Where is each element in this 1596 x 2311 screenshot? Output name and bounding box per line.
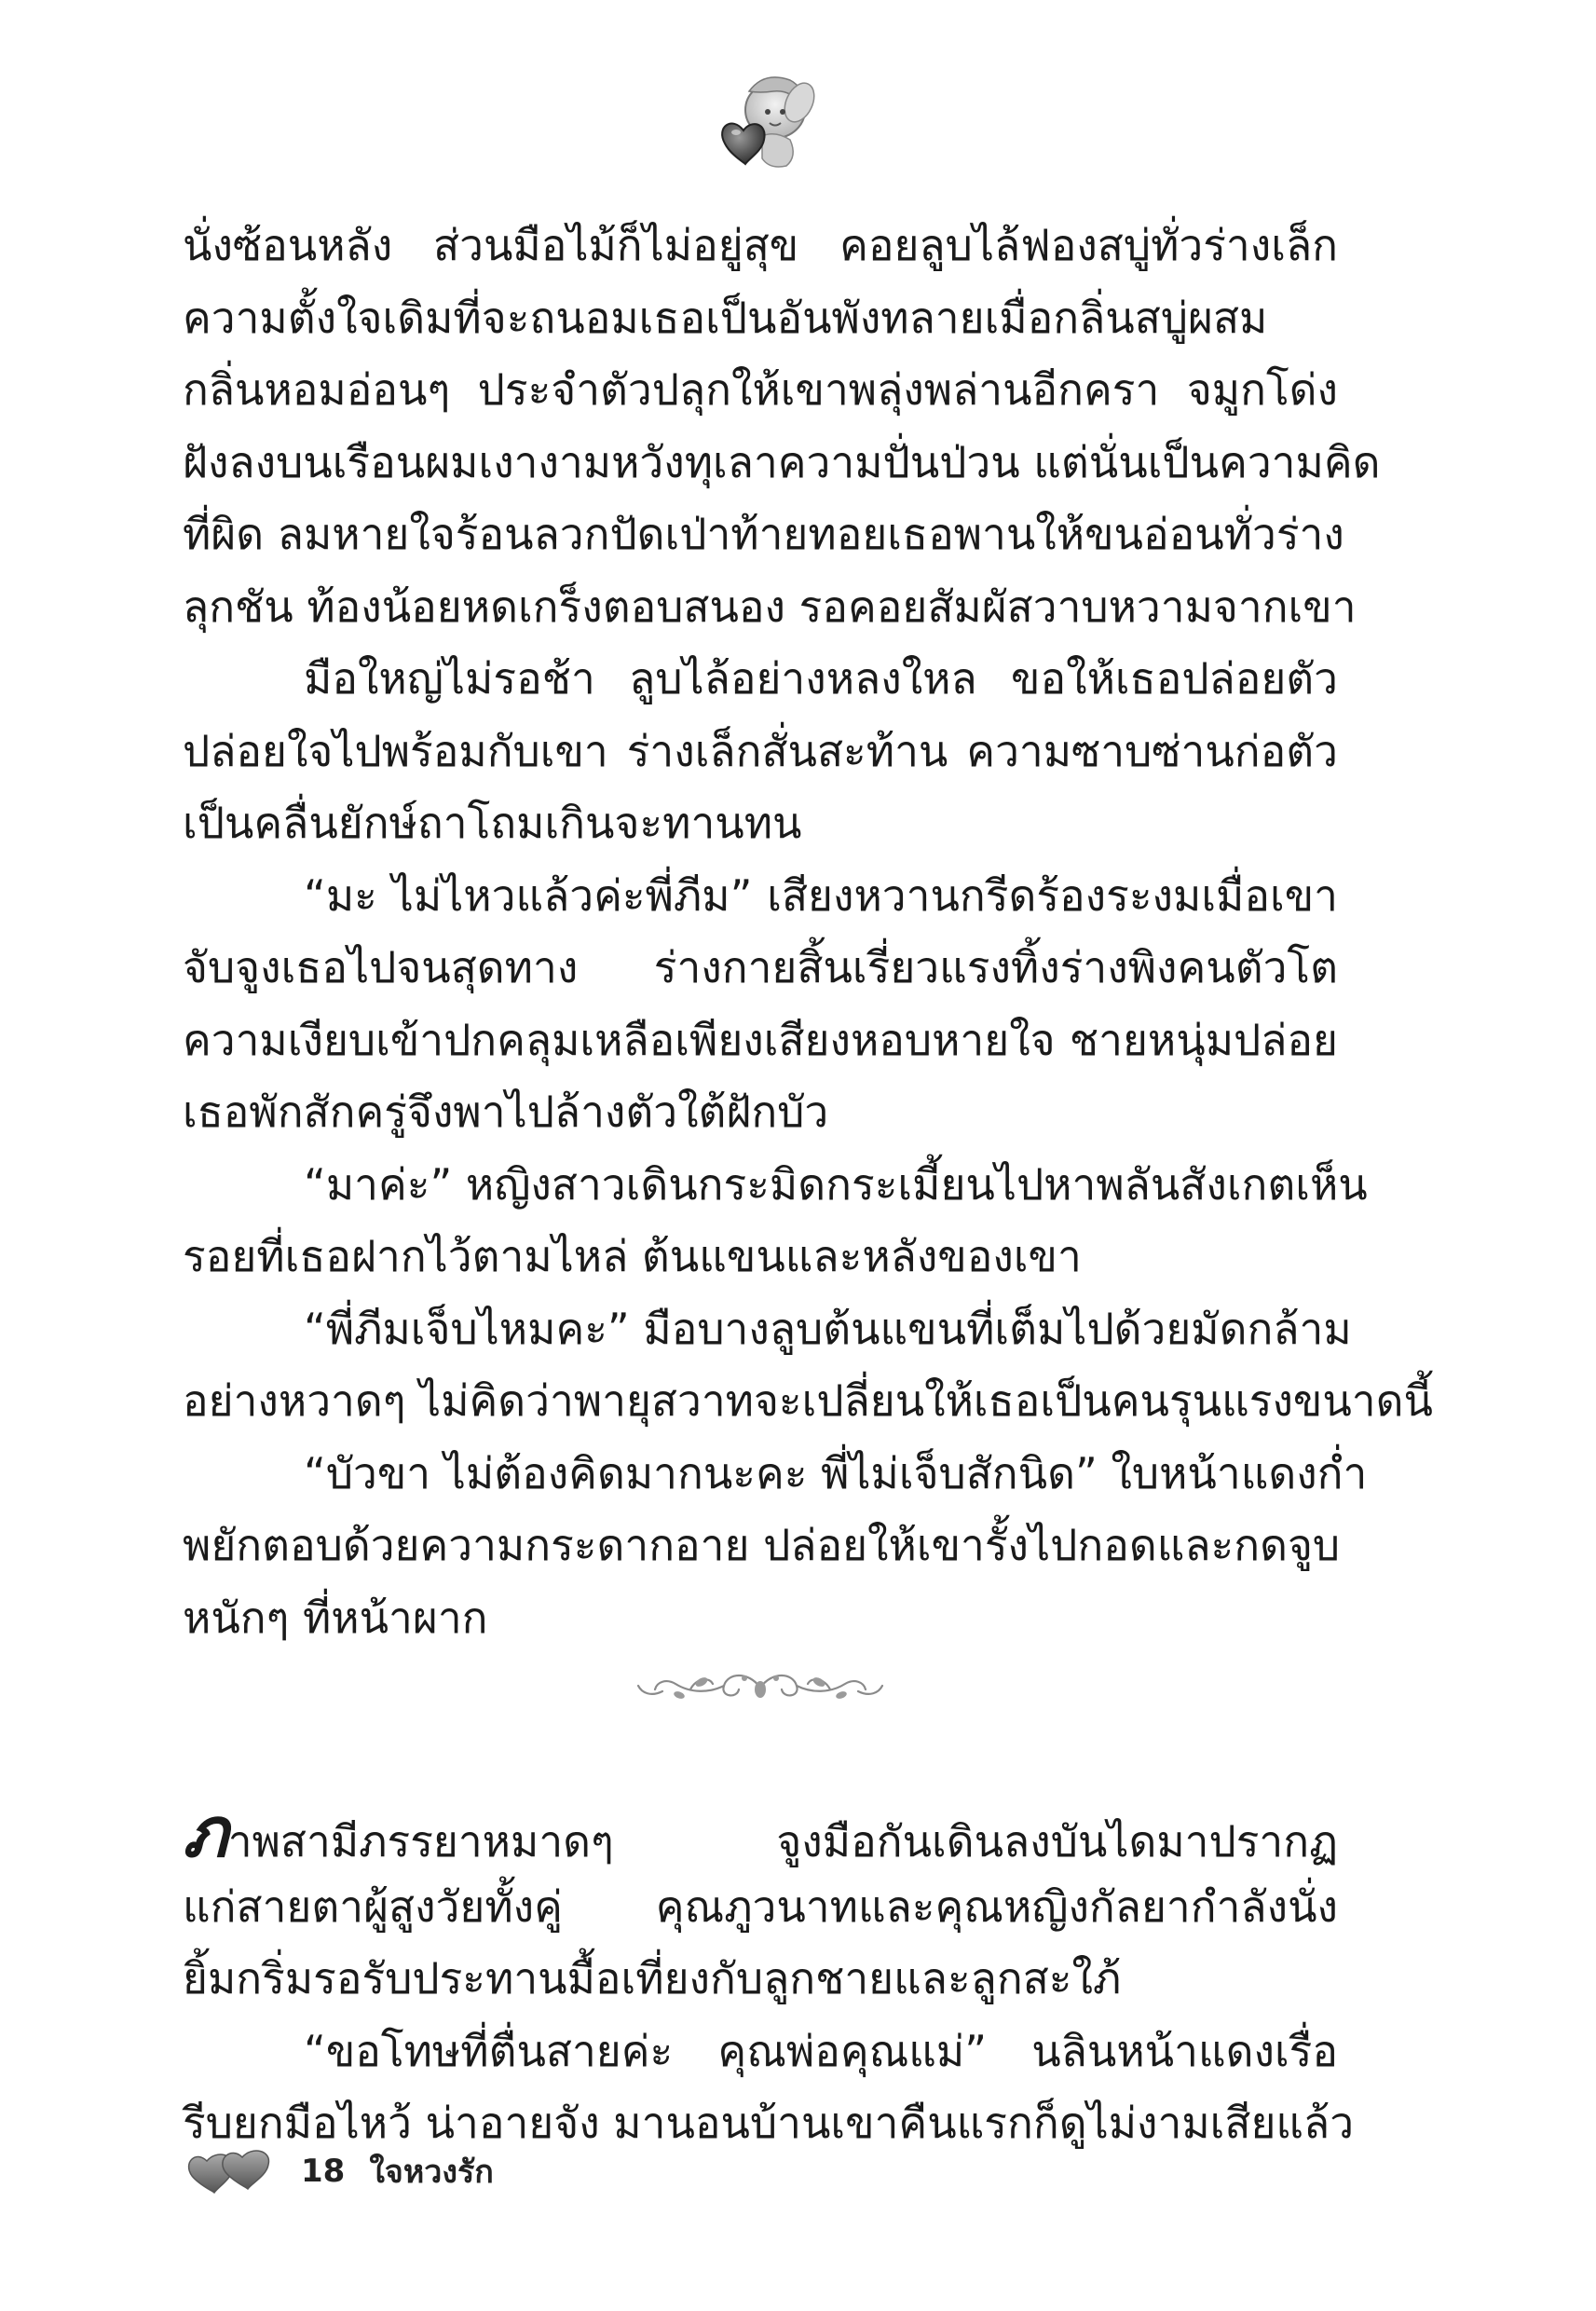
page-footer bbox=[186, 2143, 494, 2199]
text-line: กลิ่นหอมอ่อนๆ ประจำตัวปลุกให้เขาพลุ่งพล่านอีกครา จมูกโด่ง bbox=[183, 364, 1338, 415]
text-line: ที่ผิด ลมหายใจร้อนลวกปัดเป่าท้ายทอยเธอพานให้ขนอ่อนทั่วร่าง bbox=[183, 509, 1344, 559]
section-first-line bbox=[183, 1793, 1338, 1873]
text-line: รีบยกมือไหว้ น่าอายจัง มานอนบ้านเขาคืนแรกก็ดูไม่งามเสียแล้ว bbox=[183, 2098, 1355, 2148]
text-line: เป็นคลื่นยักษ์ถาโถมเกินจะทานทน bbox=[183, 798, 802, 848]
text-line: “พี่ภีมเจ็บไหมคะ” มือบางลูบต้นแขนที่เต็มไปด้วยมัดกล้าม bbox=[304, 1303, 1352, 1354]
text-line: “บัวขา ไม่ต้องคิดมากนะคะ พี่ไม่เจ็บสักนิด” ใบหน้าแดงก่ำ bbox=[304, 1447, 1368, 1498]
text-line: ฝังลงบนเรือนผมเงางามหวังทุเลาความปั่นป่วน แต่นั่นเป็นความคิด bbox=[183, 436, 1381, 487]
text-line: “มะ ไม่ไหวแล้วค่ะพี่ภีม” เสียงหวานกรีดร้องระงมเมื่อเขา bbox=[304, 869, 1338, 921]
text-line: รอยที่เธอฝากไว้ตามไหล่ ต้นแขนและหลังของเขา bbox=[183, 1231, 1082, 1281]
text-line: ความตั้งใจเดิมที่จะถนอมเธอเป็นอันพังทลายเมื่อกลิ่นสบู่ผสม bbox=[183, 292, 1268, 343]
drop-cap: ภ bbox=[183, 1793, 228, 1873]
floral-divider-icon bbox=[634, 1661, 886, 1708]
text-line: ความเงียบเข้าปกคลุมเหลือเพียงเสียงหอบหายใจ ชายหนุ่มปล่อย bbox=[183, 1014, 1338, 1065]
text-line: ลุกชัน ท้องน้อยหดเกร็งตอบสนอง รอคอยสัมผัสวาบหวามจากเขา bbox=[183, 581, 1357, 632]
text-line: “มาค่ะ” หญิงสาวเดินกระมิดกระเมี้ยนไปหาพลันสังเกตเห็น bbox=[304, 1158, 1368, 1210]
section-first-line-text: าพสามีภรรยาหมาดๆ จูงมือกันเดินลงบันไดมาปรากฏ bbox=[227, 1816, 1338, 1867]
double-heart-icon bbox=[186, 2148, 275, 2195]
text-line: พยักตอบด้วยความกระดากอาย ปล่อยให้เขารั้งไปกอดและกดจูบ bbox=[183, 1520, 1341, 1570]
cherub-heart-ornament-icon bbox=[708, 65, 820, 172]
text-line: มือใหญ่ไม่รอช้า ลูบไล้อย่างหลงใหล ขอให้เธอปล่อยตัว bbox=[304, 653, 1338, 704]
text-line: นั่งซ้อนหลัง ส่วนมือไม้ก็ไม่อยู่สุข คอยลูบไล้ฟองสบู่ทั่วร่างเล็ก bbox=[183, 220, 1338, 270]
text-line: แก่สายตาผู้สูงวัยทั้งคู่ คุณภูวนาทและคุณหญิงกัลยากำลังนั่ง bbox=[183, 1880, 1338, 1932]
text-line: ยิ้มกริ่มรอรับประทานมื้อเที่ยงกับลูกชายและลูกสะใภ้ bbox=[183, 1953, 1122, 2003]
text-line: “ขอโทษที่ตื่นสายค่ะ คุณพ่อคุณแม่” นลินหน้าแดงเรื่อ bbox=[304, 2025, 1338, 2076]
text-line: หนักๆ ที่หน้าผาก bbox=[183, 1592, 488, 1643]
book-title: ใจหวงรัก bbox=[369, 2154, 494, 2191]
text-line: เธอพักสักครู่จึงพาไปล้างตัวใต้ฝักบัว bbox=[183, 1087, 829, 1137]
page-number: 18 bbox=[301, 2153, 346, 2190]
text-line: จับจูงเธอไปจนสุดทาง ร่างกายสิ้นเรี่ยวแรงทิ้งร่างพิงคนตัวโต bbox=[183, 942, 1338, 992]
text-line: อย่างหวาดๆ ไม่คิดว่าพายุสวาทจะเปลี่ยนให้เธอเป็นคนรุนแรงขนาดนี้ bbox=[183, 1375, 1433, 1426]
spacer bbox=[183, 1727, 1338, 1799]
body-text bbox=[183, 210, 1433, 2160]
scene-break bbox=[183, 1654, 1338, 1727]
text-line: ปล่อยใจไปพร้อมกับเขา ร่างเล็กสั่นสะท้าน ความซาบซ่านก่อตัว bbox=[183, 725, 1338, 776]
